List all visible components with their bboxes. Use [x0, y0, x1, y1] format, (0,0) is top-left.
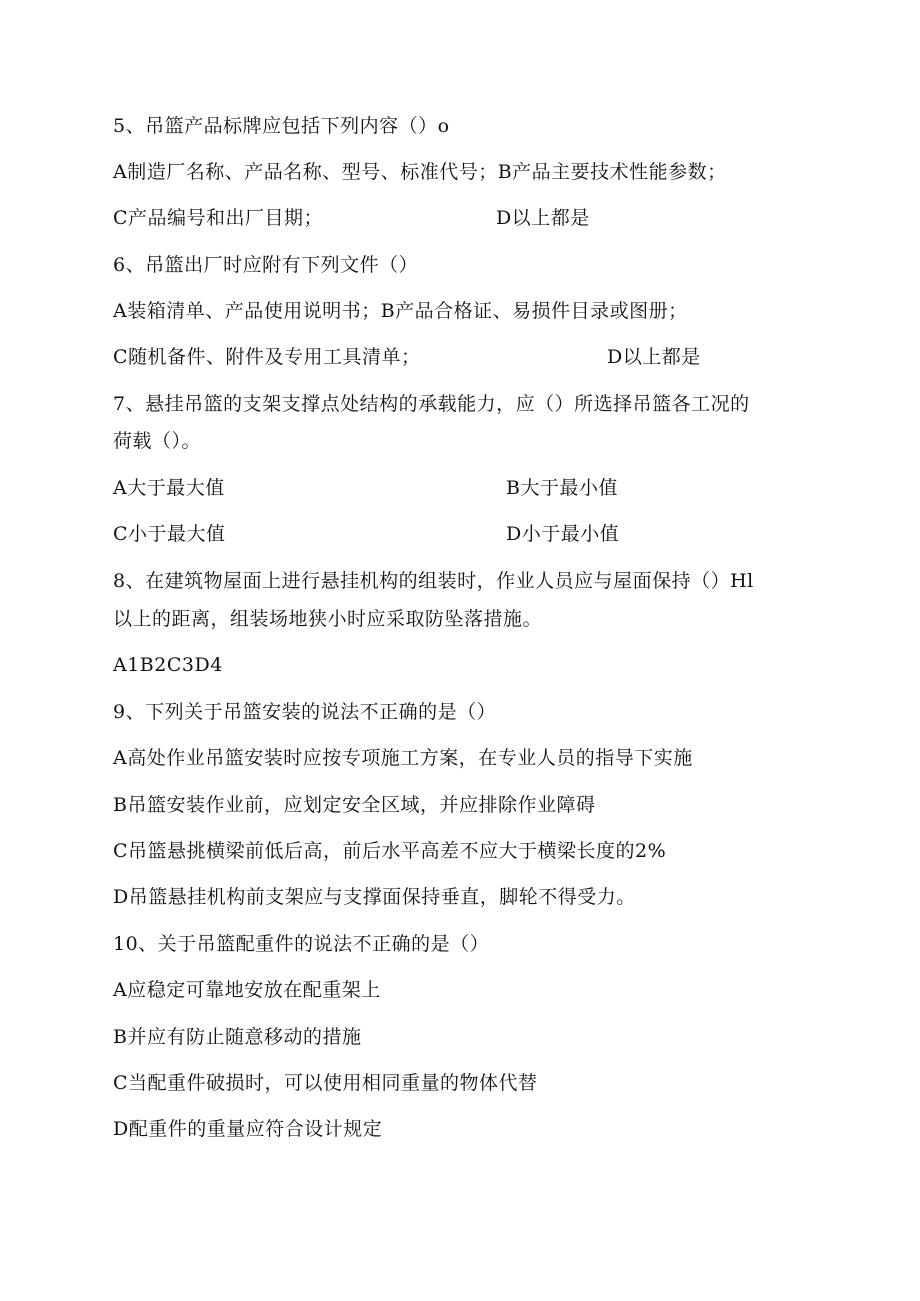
question-5-stem: 5、吊篮产品标牌应包括下列内容（）o [113, 115, 450, 137]
question-7-stem-line2: 荷载（）。 [113, 430, 202, 452]
question-7-option-c: C小于最大值 [113, 523, 226, 545]
question-6-option-c: C随机备件、附件及专用工具清单； [113, 346, 421, 368]
question-6-option-d: D以上都是 [607, 346, 701, 368]
question-10-option-b: B并应有防止随意移动的措施 [113, 1026, 362, 1048]
question-10-option-c: C当配重件破损时，可以使用相同重量的物体代替 [113, 1072, 538, 1094]
question-6-stem: 6、吊篮出厂时应附有下列文件（） [113, 254, 419, 276]
question-9-option-a: A高处作业吊篮安装时应按专项施工方案，在专业人员的指导下实施 [113, 747, 693, 769]
question-5-option-d: D以上都是 [496, 207, 590, 229]
question-5-option-c: C产品编号和出厂目期； [113, 207, 324, 229]
question-7-stem-line1: 7、悬挂吊篮的支架支撑点处结构的承载能力，应（）所选择吊篮各工况的 [113, 393, 750, 415]
question-10-option-d: D配重件的重量应符合设计规定 [113, 1118, 383, 1140]
question-7-option-row-1 [113, 476, 618, 500]
question-5-option-ab: A制造厂名称、产品名称、型号、标准代号；B产品主要技术性能参数； [113, 161, 727, 183]
question-7-option-a: A大于最大值 [113, 477, 225, 499]
question-5-option-cd-row [113, 206, 590, 230]
question-7-option-b: B大于最小值 [506, 477, 618, 499]
question-6-option-cd-row [113, 345, 701, 369]
question-7-option-row-2 [113, 522, 620, 546]
question-8-stem-line2: 以上的距离，组装场地狭小时应采取防坠落措施。 [113, 608, 543, 630]
question-9-option-c: C吊篮悬挑横梁前低后高，前后水平高差不应大于横梁长度的2% [113, 840, 667, 862]
question-9-stem: 9、下列关于吊篮安装的说法不正确的是（） [113, 701, 497, 723]
question-6-option-ab: A装箱清单、产品使用说明书；B产品合格证、易损件目录或图册； [113, 300, 688, 322]
question-9-option-d: D吊篮悬挂机构前支架应与支撑面保持垂直，脚轮不得受力。 [113, 886, 636, 908]
question-8-stem-line1: 8、在建筑物屋面上进行悬挂机构的组装时，作业人员应与屋面保持（）Hl [113, 570, 754, 592]
question-8-options: A1B2C3D4 [113, 654, 223, 676]
question-10-option-a: A应稳定可靠地安放在配重架上 [113, 979, 381, 1001]
question-10-stem: 10、关于吊篮配重件的说法不正确的是（） [113, 933, 490, 955]
question-7-option-d: D小于最小值 [506, 523, 620, 545]
question-9-option-b: B吊篮安装作业前，应划定安全区域，并应排除作业障碍 [113, 794, 596, 816]
